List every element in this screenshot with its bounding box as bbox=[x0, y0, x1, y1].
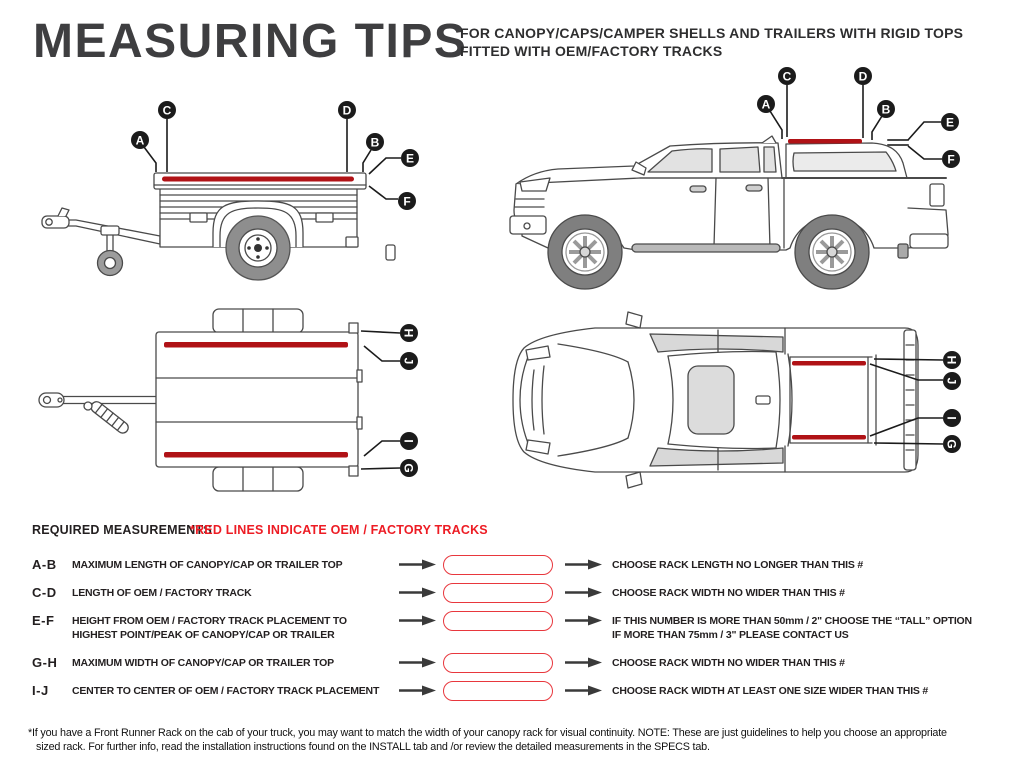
rear-bumper bbox=[910, 234, 948, 248]
door-handle bbox=[746, 185, 762, 191]
measurement-input-a-b[interactable] bbox=[443, 555, 553, 575]
footnote-line-1: *If you have a Front Runner Rack on the cab of your truck, you may want to match the width of your canopy rack for visual continuity. NOTE: These are just guidelines to help you choose an appropriate bbox=[28, 727, 947, 739]
svg-text:J: J bbox=[944, 377, 959, 385]
point-marker-f bbox=[398, 192, 416, 210]
measurement-description: CENTER TO CENTER OF OEM / FACTORY TRACK PLACEMENT bbox=[72, 685, 380, 697]
footnote bbox=[28, 727, 1013, 754]
svg-text:J: J bbox=[401, 357, 416, 365]
measurement-row-i-j bbox=[0, 681, 1024, 705]
svg-text:D: D bbox=[342, 103, 352, 118]
tailgate-strip bbox=[904, 330, 916, 470]
measurement-description: LENGTH OF OEM / FACTORY TRACK bbox=[72, 587, 252, 599]
factory-track-red-line bbox=[162, 177, 354, 182]
canopy-window bbox=[793, 152, 896, 171]
trailer-tail-light bbox=[346, 237, 358, 247]
arrow-right-icon bbox=[399, 615, 437, 626]
measurement-instruction: CHOOSE RACK WIDTH NO WIDER THAN THIS # bbox=[612, 657, 845, 669]
measurement-input-e-f[interactable] bbox=[443, 611, 553, 631]
measurement-range-label: C-D bbox=[32, 585, 57, 600]
measurement-instruction: CHOOSE RACK LENGTH NO LONGER THAN THIS # bbox=[612, 559, 864, 571]
measurement-description: MAXIMUM LENGTH OF CANOPY/CAP OR TRAILER TOP bbox=[72, 559, 343, 571]
trailer-latch bbox=[190, 213, 207, 222]
measurement-input-g-h[interactable] bbox=[443, 653, 553, 673]
point-marker-b bbox=[366, 133, 384, 151]
arrow-right-icon bbox=[565, 685, 603, 696]
footnote-line-2: sized rack. For further info, read the installation instructions found on the INSTALL tab and /or review the detailed measurements in the SPECS tab. bbox=[36, 740, 710, 753]
point-marker-d bbox=[854, 67, 872, 85]
trailer-top-view-diagram bbox=[20, 300, 440, 500]
trailer-hitch-icon bbox=[39, 393, 64, 407]
point-marker-j bbox=[400, 352, 418, 370]
point-marker-d bbox=[338, 101, 356, 119]
arrow-right-icon bbox=[565, 657, 603, 668]
hinge-tab bbox=[357, 370, 362, 382]
svg-text:E: E bbox=[945, 115, 955, 130]
trailer-jockey-wheel bbox=[98, 226, 123, 276]
trailer-top-view-drawing bbox=[20, 300, 440, 500]
svg-text:F: F bbox=[947, 152, 955, 167]
measurement-instruction: IF THIS NUMBER IS MORE THAN 50mm / 2" CHOOSE THE “TALL” OPTION IF MORE THAN 75mm / 3" PLEASE CONTACT US bbox=[612, 615, 972, 641]
measurement-range-label: A-B bbox=[32, 557, 57, 572]
trailer-side-view-drawing bbox=[20, 95, 440, 300]
trailer-wheel-top bbox=[213, 309, 303, 333]
point-marker-c bbox=[158, 101, 176, 119]
factory-track-red-line bbox=[164, 452, 348, 458]
trailer-box-top bbox=[156, 332, 358, 467]
trailer-jockey-handle bbox=[89, 400, 130, 436]
red-lines-legend-note: *RED LINES INDICATE OEM / FACTORY TRACKS bbox=[190, 523, 488, 537]
measurement-description: HEIGHT FROM OEM / FACTORY TRACK PLACEMENT TO HIGHEST POINT/PEAK OF CANOPY/CAP OR TRAILER bbox=[72, 615, 347, 641]
front-bumper bbox=[510, 216, 546, 234]
svg-text:F: F bbox=[403, 194, 411, 209]
factory-track-red-line bbox=[792, 435, 866, 440]
point-marker-g bbox=[400, 459, 418, 477]
arrow-right-icon bbox=[565, 587, 603, 598]
trailer-latch bbox=[316, 213, 333, 222]
point-marker-b bbox=[877, 100, 895, 118]
measurement-description: MAXIMUM WIDTH OF CANOPY/CAP OR TRAILER TOP bbox=[72, 657, 334, 669]
page-title: MEASURING TIPS bbox=[33, 15, 468, 68]
door-handle bbox=[690, 186, 706, 192]
roof-antenna-icon bbox=[762, 136, 776, 143]
quarter-window bbox=[764, 147, 776, 172]
svg-text:I: I bbox=[944, 416, 959, 420]
point-marker-f bbox=[942, 150, 960, 168]
svg-text:G: G bbox=[944, 439, 959, 449]
rear-wheel bbox=[795, 215, 869, 289]
corner-bracket bbox=[349, 466, 358, 476]
point-marker-i bbox=[400, 432, 418, 450]
measurement-row-a-b bbox=[0, 555, 1024, 579]
tail-light-icon bbox=[930, 184, 944, 206]
point-marker-h bbox=[943, 351, 961, 369]
side-glass-top bbox=[650, 334, 783, 352]
factory-track-red-line bbox=[788, 139, 862, 144]
point-marker-j bbox=[943, 372, 961, 390]
svg-text:B: B bbox=[881, 102, 891, 117]
svg-text:I: I bbox=[401, 439, 416, 443]
side-mirror-icon bbox=[626, 472, 642, 488]
mud-flap bbox=[898, 244, 908, 258]
point-marker-g bbox=[943, 435, 961, 453]
factory-track-red-line bbox=[164, 342, 348, 348]
measurement-range-label: I-J bbox=[32, 683, 49, 698]
arrow-right-icon bbox=[399, 559, 437, 570]
arrow-right-icon bbox=[399, 685, 437, 696]
svg-text:E: E bbox=[405, 151, 415, 166]
measurement-range-label: G-H bbox=[32, 655, 58, 670]
corner-bracket bbox=[349, 323, 358, 333]
point-marker-h bbox=[400, 324, 418, 342]
running-board bbox=[632, 244, 780, 252]
point-marker-i bbox=[943, 409, 961, 427]
svg-text:C: C bbox=[162, 103, 172, 118]
measurement-input-c-d[interactable] bbox=[443, 583, 553, 603]
arrow-right-icon bbox=[565, 559, 603, 570]
arrow-right-icon bbox=[399, 587, 437, 598]
svg-text:B: B bbox=[370, 135, 380, 150]
rear-door-window bbox=[720, 147, 760, 172]
truck-side-view-drawing bbox=[500, 58, 980, 293]
point-marker-c bbox=[778, 67, 796, 85]
page-subtitle bbox=[460, 24, 963, 60]
arrow-right-icon bbox=[399, 657, 437, 668]
hinge-tab bbox=[357, 417, 362, 429]
svg-text:A: A bbox=[135, 133, 145, 148]
svg-text:C: C bbox=[782, 69, 792, 84]
point-marker-e bbox=[941, 113, 959, 131]
arrow-right-icon bbox=[565, 615, 603, 626]
factory-track-red-line bbox=[792, 361, 866, 366]
roof-handle bbox=[756, 396, 770, 404]
truck-top-view-diagram bbox=[500, 300, 980, 510]
front-wheel bbox=[548, 215, 622, 289]
point-marker-e bbox=[401, 149, 419, 167]
point-marker-a bbox=[757, 95, 775, 113]
truck-side-view-diagram bbox=[500, 58, 980, 293]
measurement-row-c-d bbox=[0, 583, 1024, 607]
svg-text:D: D bbox=[858, 69, 868, 84]
truck-top-view-drawing bbox=[500, 300, 980, 510]
point-marker-a bbox=[131, 131, 149, 149]
trailer-wheel bbox=[226, 216, 290, 280]
measurement-instruction: CHOOSE RACK WIDTH NO WIDER THAN THIS # bbox=[612, 587, 845, 599]
measurement-input-i-j[interactable] bbox=[443, 681, 553, 701]
subtitle-line-1: FOR CANOPY/CAPS/CAMPER SHELLS AND TRAILERS WITH RIGID TOPS bbox=[460, 25, 964, 41]
side-glass-bottom bbox=[650, 448, 783, 466]
trailer-side-view-diagram bbox=[20, 95, 440, 300]
trailer-wheel-bottom bbox=[213, 467, 303, 491]
measurement-row-g-h bbox=[0, 653, 1024, 677]
trailer-hitch-icon bbox=[42, 208, 69, 228]
measurement-range-label: E-F bbox=[32, 613, 55, 628]
side-mirror-icon bbox=[626, 312, 642, 328]
svg-text:H: H bbox=[401, 328, 416, 338]
section-title: REQUIRED MEASUREMENTS bbox=[32, 523, 212, 537]
trailer-rear-steady bbox=[386, 245, 395, 260]
measurement-row-e-f bbox=[0, 611, 1024, 647]
svg-text:H: H bbox=[944, 355, 959, 365]
sunroof bbox=[688, 366, 734, 434]
svg-text:G: G bbox=[401, 463, 416, 473]
subtitle-line-2: FITTED WITH OEM/FACTORY TRACKS bbox=[460, 43, 723, 59]
measurement-instruction: CHOOSE RACK WIDTH AT LEAST ONE SIZE WIDER THAN THIS # bbox=[612, 685, 929, 697]
svg-text:A: A bbox=[761, 97, 771, 112]
